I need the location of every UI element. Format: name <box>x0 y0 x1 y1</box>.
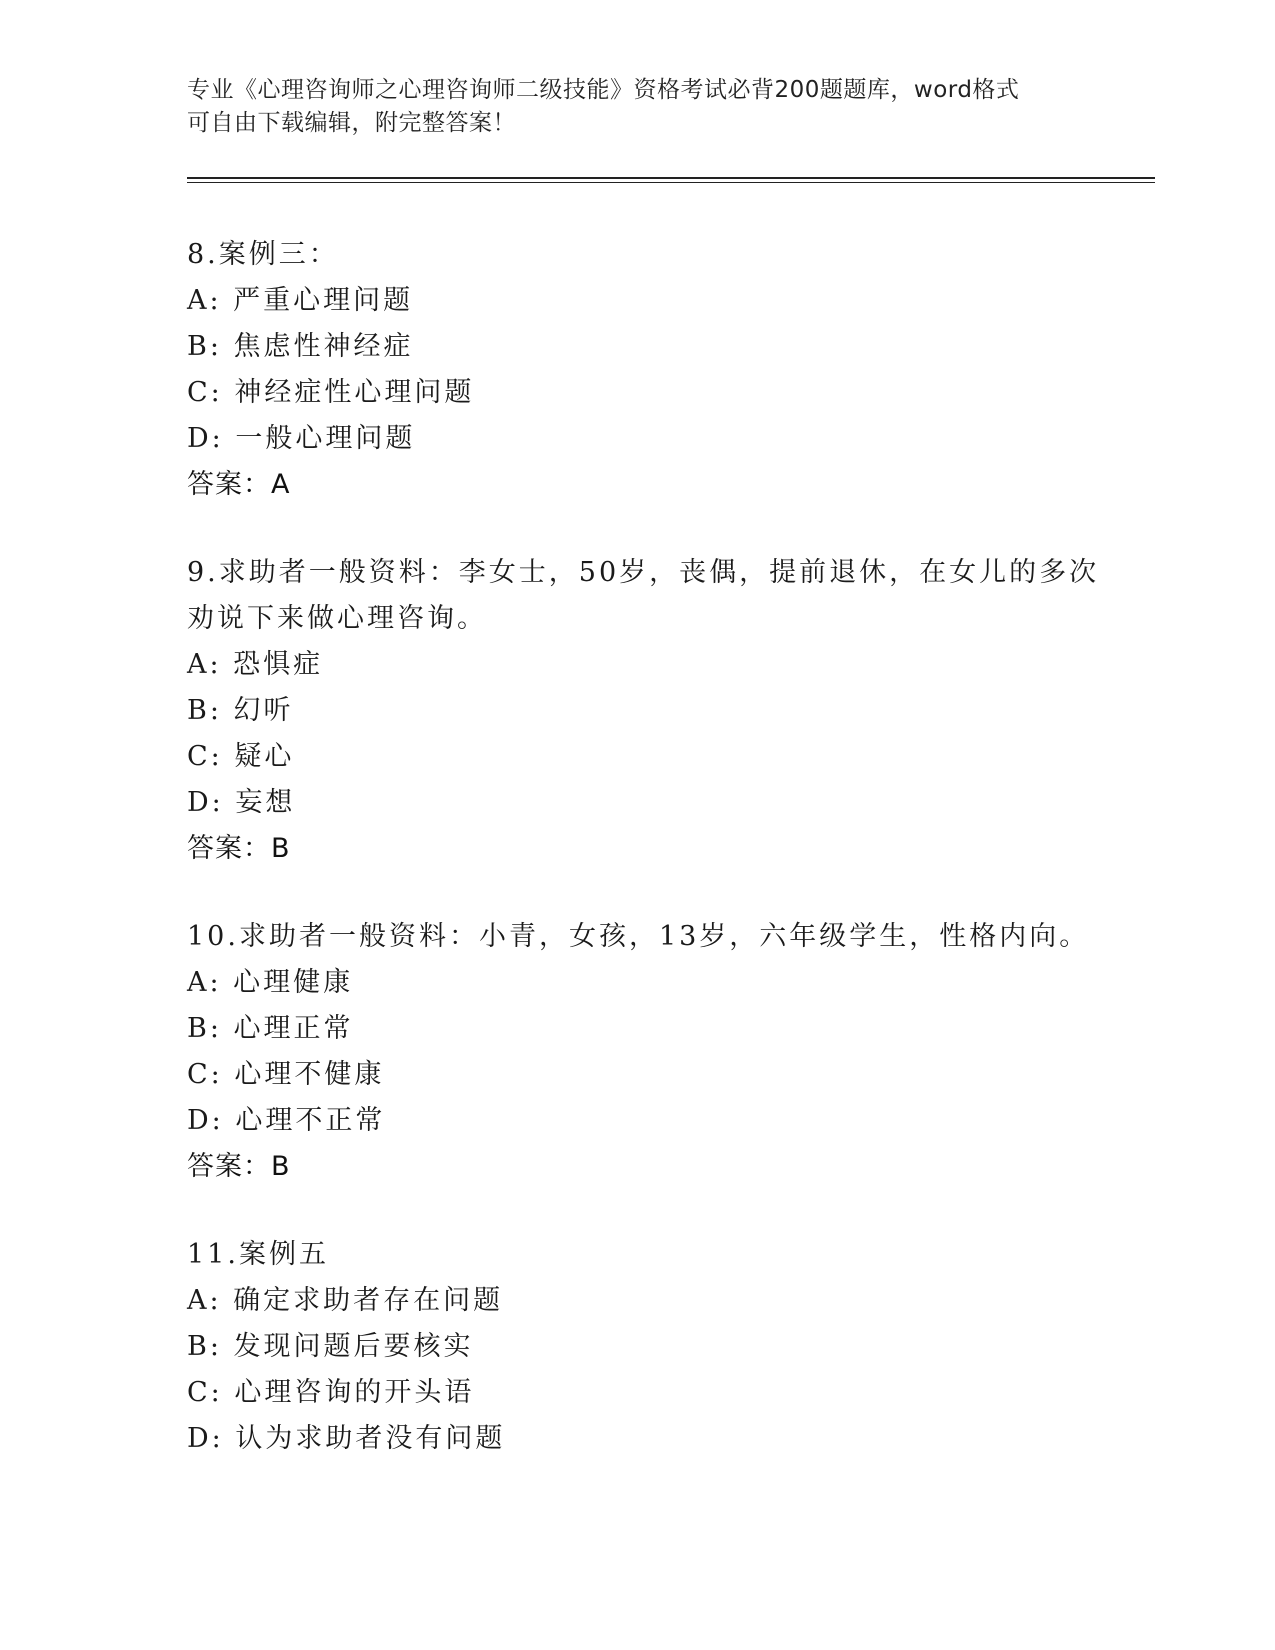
question-stem-continued: 劝说下来做心理咨询。 <box>187 603 487 634</box>
option-c: C: 心理咨询的开头语 <box>187 1377 475 1408</box>
answer-line: 答案：A <box>187 469 291 500</box>
question-11 <box>187 1232 1087 1462</box>
option-d: D: 认为求助者没有问题 <box>187 1423 506 1454</box>
option-d: D: 心理不正常 <box>187 1105 386 1136</box>
option-a: A: 心理健康 <box>187 967 354 998</box>
option-a: A: 严重心理问题 <box>187 285 414 316</box>
answer-line: 答案：B <box>187 833 291 864</box>
option-c: C: 心理不健康 <box>187 1059 385 1090</box>
document-header <box>187 74 1087 140</box>
option-d: D: 妄想 <box>187 787 296 818</box>
option-c: C: 疑心 <box>187 741 295 772</box>
option-c: C: 神经症性心理问题 <box>187 377 475 408</box>
option-b: B: 焦虑性神经症 <box>187 331 414 362</box>
option-b: B: 幻听 <box>187 695 294 726</box>
option-a: A: 确定求助者存在问题 <box>187 1285 504 1316</box>
header-line-1: 专业《心理咨询师之心理咨询师二级技能》资格考试必背200题题库，word格式 <box>187 77 1020 103</box>
question-9 <box>187 550 1100 872</box>
question-list <box>187 232 1100 1504</box>
question-stem: 11.案例五 <box>187 1239 329 1270</box>
question-stem: 10.求助者一般资料：小青，女孩，13岁，六年级学生，性格内向。 <box>187 921 1090 952</box>
option-a: A: 恐惧症 <box>187 649 324 680</box>
option-b: B: 发现问题后要核实 <box>187 1331 474 1362</box>
question-stem: 8.案例三： <box>187 239 339 270</box>
answer-line: 答案：B <box>187 1151 291 1182</box>
question-stem: 9.求助者一般资料：李女士，50岁，丧偶，提前退休，在女儿的多次 <box>187 557 1100 588</box>
question-8 <box>187 232 1087 508</box>
header-divider <box>187 177 1155 183</box>
option-d: D: 一般心理问题 <box>187 423 416 454</box>
option-b: B: 心理正常 <box>187 1013 354 1044</box>
question-10 <box>187 914 1090 1190</box>
header-line-2: 可自由下载编辑，附完整答案！ <box>187 110 516 136</box>
